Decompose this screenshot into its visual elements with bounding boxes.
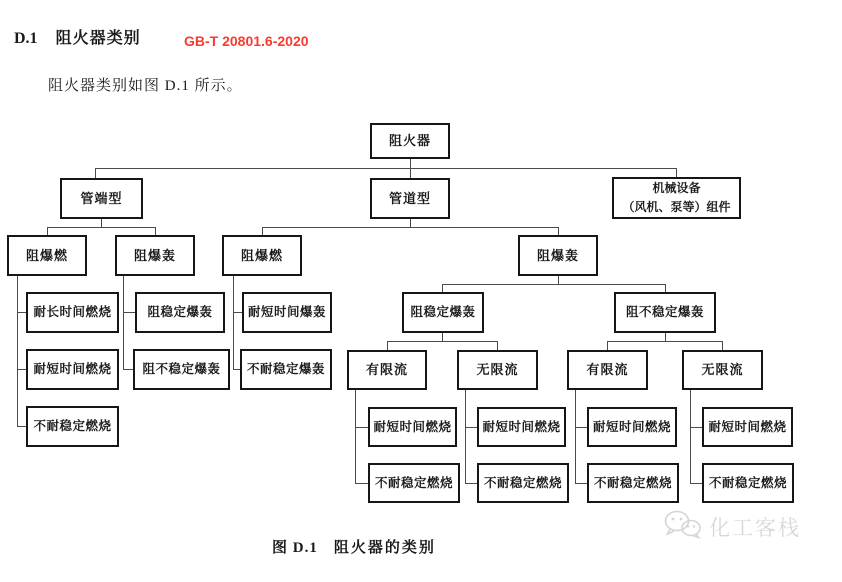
connector-line [355,390,356,484]
connector-line [155,227,156,235]
connector-line [355,427,368,428]
connector-line [575,390,576,484]
node-pl-det-stable [402,292,484,333]
figure-caption [272,536,436,557]
connector-line [665,284,666,292]
connector-line [442,333,443,341]
node-sl-unstable-burn [368,463,460,503]
connector-line [387,341,388,350]
connector-line [558,227,559,235]
node-ul-unstable-burn [587,463,679,503]
node-pe-deflagration [7,235,87,276]
connector-line [607,341,608,350]
wechat-icon [663,509,703,544]
node-pe-det-unstable [133,349,230,390]
node-pe-detonation [115,235,195,276]
node-label: 阻火器 [388,133,431,149]
node-unstable-unlimited-flow [682,350,763,390]
connector-line [690,483,702,484]
connector-line [607,341,722,342]
node-pipeline-type [370,178,450,219]
connector-line [410,219,411,227]
connector-line [690,390,691,484]
standard-number-label: GB-T 20801.6-2020 [184,33,309,49]
connector-line [465,390,466,484]
connector-line [95,168,96,178]
node-label: 耐短时间燃烧 [482,419,561,434]
connector-line [722,341,723,350]
node-pl-defl-short [242,292,332,333]
node-label: 无限流 [701,362,744,378]
node-label: 耐短时间燃烧 [708,419,787,434]
node-label: 管端型 [80,190,123,206]
node-pl-defl-unstable [240,349,332,390]
node-label: 阻爆燃 [25,247,68,263]
node-label: 无限流 [476,362,519,378]
connector-line [558,276,559,284]
node-label-line1: 机械设备 [652,181,701,196]
connector-line [355,483,368,484]
connector-line [665,333,666,341]
node-label: 管道型 [388,190,431,206]
node-label: 不耐稳定燃烧 [593,475,672,490]
node-label: 阻稳定爆轰 [410,305,476,319]
connector-line [123,369,133,370]
connector-line [17,312,26,313]
node-label: 耐短时间燃烧 [592,419,671,434]
section-title: 阻火器类别 [55,30,141,47]
connector-line [410,168,411,178]
node-pe-defl-short-burn [26,349,119,390]
connector-line [47,227,155,228]
node-sl-short-burn [368,407,457,447]
connector-line [123,312,135,313]
node-label: 不耐稳定燃烧 [374,475,453,490]
node-ul-short-burn [587,407,677,447]
node-label: 阻爆轰 [133,247,176,263]
connector-line [387,341,497,342]
node-su-short-burn [477,407,566,447]
connector-line [17,276,18,427]
connector-line [442,284,443,292]
node-pipe-end-type [60,178,143,219]
node-label: 阻爆轰 [536,247,579,263]
node-pl-deflagration [222,235,302,276]
connector-line [233,312,242,313]
node-pe-det-stable [135,292,225,333]
node-pl-detonation [518,235,598,276]
node-machinery-component [612,177,741,219]
node-pl-det-unstable [614,292,716,333]
node-label: 耐短时间燃烧 [33,362,112,376]
connector-line [17,369,26,370]
connector-line [442,284,665,285]
connector-line [575,427,587,428]
node-label: 不耐稳定燃烧 [708,475,787,490]
connector-line [676,168,677,177]
watermark [663,509,801,544]
connector-line [17,426,26,427]
connector-line [233,276,234,370]
watermark-text: 化工客栈 [709,516,801,540]
node-su-unstable-burn [477,463,569,503]
connector-line [465,483,477,484]
node-label: 耐长时间燃烧 [33,305,112,319]
section-number: D.1 [14,30,38,47]
connector-line [123,276,124,370]
node-label: 有限流 [586,362,629,378]
node-label: 不耐稳定燃烧 [33,419,112,433]
intro-text: 阻火器类别如图 D.1 所示。 [48,78,243,94]
node-label: 阻不稳定爆轰 [625,305,704,319]
node-unstable-limited-flow [567,350,648,390]
connector-line [101,219,102,227]
connector-line [410,159,411,168]
node-label: 不耐稳定燃烧 [483,475,562,490]
node-flame-arrester [370,123,450,159]
connector-line [575,483,587,484]
connector-line [95,168,676,169]
connector-line [465,427,477,428]
node-label: 不耐稳定爆轰 [246,362,325,376]
section-heading [14,25,141,48]
node-stable-limited-flow [347,350,427,390]
node-pe-defl-long-burn [26,292,119,333]
node-label-line2: （风机、泵等）组件 [622,200,731,214]
connector-line [262,227,558,228]
node-label: 阻不稳定爆轰 [142,362,221,376]
node-uu-short-burn [702,407,793,447]
connector-line [47,227,48,235]
node-label: 耐短时间燃烧 [373,419,452,434]
figure-title: 阻火器的类别 [333,540,436,556]
connector-line [497,341,498,350]
node-label: 阻爆燃 [240,247,283,263]
node-label: 耐短时间爆轰 [247,305,326,319]
connector-line [262,227,263,235]
figure-number: 图 D.1 [272,540,318,556]
node-label: 阻稳定爆轰 [147,305,213,319]
connector-line [233,369,240,370]
connector-line [690,427,702,428]
node-stable-unlimited-flow [457,350,538,390]
node-pe-defl-unstable-burn [26,406,119,447]
node-uu-unstable-burn [702,463,794,503]
node-label: 有限流 [365,362,408,378]
